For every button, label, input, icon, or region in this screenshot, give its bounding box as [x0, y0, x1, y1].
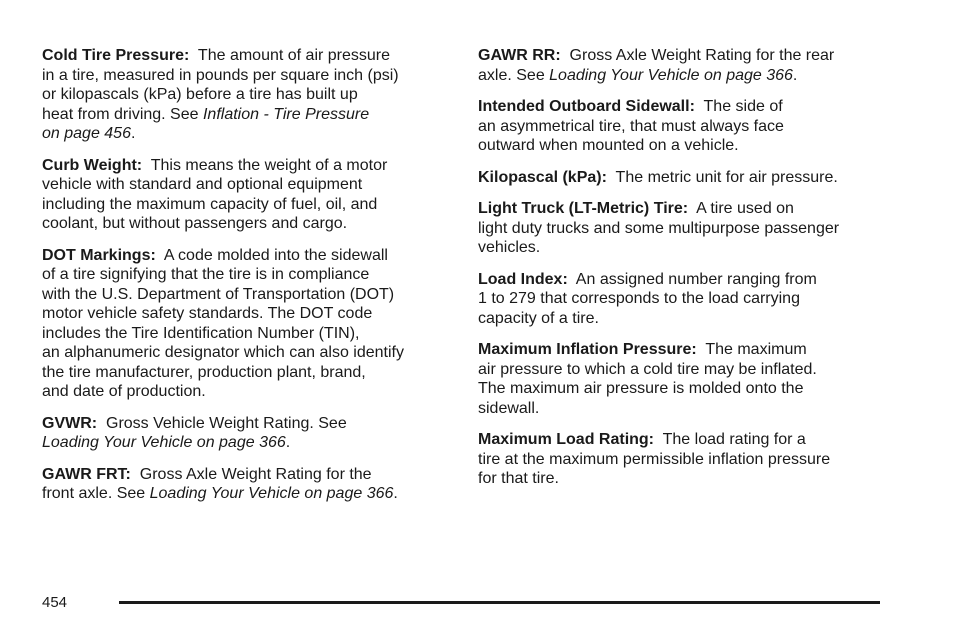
term-label: GAWR FRT: [42, 465, 131, 483]
definition-text: tire at the maximum permissible inflation pressure [478, 450, 831, 468]
definition-text: sidewall. [478, 399, 540, 417]
term-label: Light Truck (LT-Metric) Tire: [478, 200, 689, 217]
definition-text: the tire manufacturer, production plant, brand, [42, 363, 366, 381]
entry-light-truck-tire [478, 199, 898, 258]
definition-text: front axle. See [42, 485, 150, 502]
entry-maximum-load-rating [478, 430, 898, 489]
definition-text: an asymmetrical tire, that must always face [478, 117, 784, 135]
cross-reference-link[interactable]: Loading Your Vehicle on page 366 [549, 66, 793, 84]
footer-divider [119, 601, 880, 604]
entry-kilopascal [478, 168, 898, 188]
definition-text: an alphanumeric designator which can also identify [42, 344, 404, 361]
definition-text: motor vehicle safety standards. The DOT code [42, 305, 373, 322]
definition-text: The maximum [705, 341, 807, 358]
definition-text: . [285, 434, 291, 451]
term-label: Maximum Load Rating: [478, 431, 655, 448]
cross-reference-link[interactable]: Inflation - Tire Pressure [202, 105, 370, 123]
definition-text: Gross Axle Weight Rating for the [139, 465, 372, 483]
definition-text: The load rating for a [662, 431, 806, 448]
term-label: Cold Tire Pressure: [42, 47, 190, 64]
definition-text: for that tire. [478, 470, 559, 487]
definition-text: and date of production. [42, 383, 206, 400]
entry-gvwr [42, 414, 454, 453]
definition-text: . [792, 66, 798, 84]
definition-text: Gross Vehicle Weight Rating. See [106, 414, 347, 432]
entry-gawr-frt [42, 465, 454, 504]
term-label: Kilopascal (kPa): [478, 168, 607, 186]
entry-cold-tire-pressure [42, 46, 454, 144]
definition-text: coolant, but without passengers and cargo. [42, 215, 348, 232]
term-label: Curb Weight: [42, 156, 143, 174]
definition-text: or kilopascals (kPa) before a tire has built up [42, 86, 358, 103]
entry-dot-markings [42, 246, 454, 402]
definition-text: light duty trucks and some multipurpose passenger [478, 219, 840, 237]
definition-text: A tire used on [696, 200, 794, 217]
definition-text: vehicles. [478, 239, 541, 256]
cross-reference-link[interactable]: Loading Your Vehicle on page 366 [149, 485, 394, 502]
term-label: Maximum Inflation Pressure: [478, 341, 697, 358]
cross-reference-link[interactable]: Loading Your Vehicle on page 366 [42, 434, 286, 451]
definition-text: The amount of air pressure [197, 47, 391, 64]
term-label: Load Index: [478, 270, 568, 288]
definition-text: of a tire signifying that the tire is in compliance [42, 266, 370, 283]
definition-text: axle. See [478, 66, 550, 84]
definition-text: heat from driving. See [42, 105, 203, 123]
right-column [478, 46, 898, 501]
term-label: Intended Outboard Sidewall: [478, 98, 695, 115]
definition-text: An assigned number ranging from [575, 270, 817, 288]
term-label: GVWR: [42, 414, 98, 432]
definition-text: outward when mounted on a vehicle. [478, 137, 739, 154]
term-label: DOT Markings: [42, 246, 156, 264]
definition-text: This means the weight of a motor [150, 156, 388, 174]
entry-maximum-inflation-pressure [478, 340, 898, 418]
definition-text: The side of [703, 98, 783, 115]
page-number: 454 [42, 594, 68, 611]
left-column [42, 46, 454, 516]
definition-text: . [130, 125, 136, 142]
definition-text: with the U.S. Department of Transportation (DOT) [42, 285, 395, 303]
entry-curb-weight [42, 156, 454, 234]
term-label: GAWR RR: [478, 47, 561, 64]
definition-text: air pressure to which a cold tire may be inflated. [478, 360, 817, 378]
entry-load-index [478, 270, 898, 329]
definition-text: includes the Tire Identification Number (TIN), [42, 324, 360, 342]
definition-text: including the maximum capacity of fuel, oil, and [42, 195, 378, 213]
entry-gawr-rr [478, 46, 898, 85]
definition-text: The metric unit for air pressure. [615, 168, 838, 186]
definition-text: The maximum air pressure is molded onto the [478, 380, 804, 397]
entry-intended-outboard-sidewall [478, 97, 898, 156]
definition-text: vehicle with standard and optional equipment [42, 176, 363, 193]
definition-text: in a tire, measured in pounds per square inch (psi) [42, 66, 399, 84]
definition-text: 1 to 279 that corresponds to the load carrying [478, 290, 800, 307]
cross-reference-link[interactable]: on page 456 [42, 125, 131, 142]
definition-text: Gross Axle Weight Rating for the rear [569, 47, 835, 64]
definition-text: . [393, 485, 398, 502]
definition-text: capacity of a tire. [478, 309, 599, 327]
definition-text: A code molded into the sidewall [163, 246, 388, 264]
